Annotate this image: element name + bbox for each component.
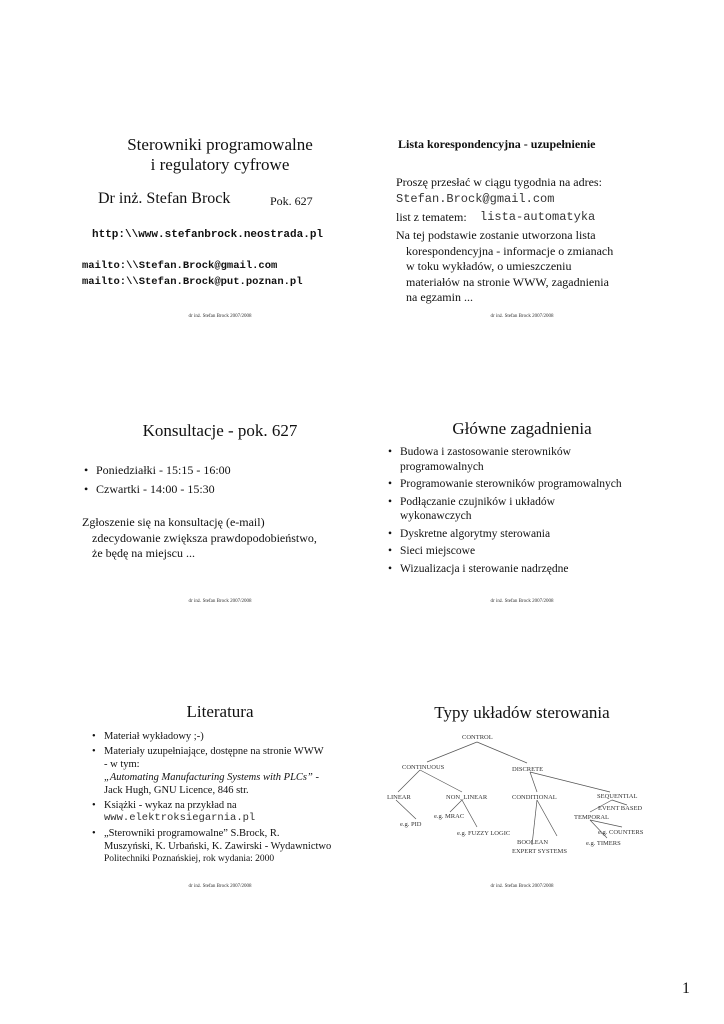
website-link[interactable]: http:\\www.stefanbrock.neostrada.pl: [92, 229, 324, 241]
item-text: • Dyskretne algorytmy sterowania: [400, 527, 551, 540]
list-item: [386, 562, 622, 577]
topics-list: [386, 445, 622, 576]
slide-footer: dr inż. Stefan Brock 2007/2008: [490, 599, 554, 604]
instruction-text: Proszę przesłać w ciągu tygodnia na adres:: [396, 175, 602, 189]
slide-footer: dr inż. Stefan Brock 2007/2008: [490, 884, 554, 889]
note-line: że będę na miejscu ...: [92, 546, 195, 560]
list-item: [90, 827, 331, 866]
slide-footer: dr inż. Stefan Brock 2007/2008: [490, 314, 554, 319]
item-text-cont: programowalnych: [400, 460, 484, 473]
slide-heading: Literatura: [186, 702, 254, 721]
list-item: [386, 445, 622, 474]
list-item: • Poniedziałki - 15:15 - 16:00: [82, 461, 231, 480]
node-linear: LINEAR: [387, 794, 411, 801]
slide-footer: dr inż. Stefan Brock 2007/2008: [188, 599, 252, 604]
email-address: Stefan.Brock@gmail.com: [396, 192, 555, 206]
list-item: [386, 527, 622, 542]
slide-title: [60, 115, 380, 330]
list-item: • Czwartki - 14:00 - 15:30: [82, 480, 231, 499]
node-timers: e.g. TIMERS: [586, 840, 621, 847]
slide-heading: Konsultacje - pok. 627: [142, 421, 298, 440]
slide-heading: Typy układów sterowania: [434, 703, 610, 722]
item-text: - w tym:: [104, 759, 140, 770]
slide-mailing-list: [362, 115, 682, 330]
node-fuzzy: e.g. FUZZY LOGIC: [457, 830, 511, 837]
node-mrac: e.g. MRAC: [434, 813, 465, 820]
list-item: [386, 477, 622, 492]
node-expert: EXPERT SYSTEMS: [512, 848, 567, 855]
subject-label: list z tematem:: [396, 210, 467, 224]
note-line: zdecydowanie zwiększa prawdopodobieństwo,: [92, 530, 317, 545]
item-text: • Programowanie sterowników programowalnych: [400, 478, 622, 490]
item-text: • Książki - wykaz na przykład na: [104, 800, 237, 811]
para-line: w toku wykładów, o umieszczeniu: [406, 259, 572, 273]
title-line-2: i regulatory cyfrowe: [150, 155, 290, 174]
list-item: [386, 544, 622, 559]
slide-title-heading: [60, 135, 380, 175]
item-text: • Podłączanie czujników i układów: [400, 495, 555, 508]
slide-main-topics: [362, 405, 682, 620]
slide-heading: Główne zagadnienia: [452, 419, 592, 438]
slide-literature: [60, 690, 380, 905]
node-discrete: DISCRETE: [512, 766, 544, 773]
item-text: • Materiały uzupełniające, dostępne na stronie WWW: [104, 746, 324, 757]
item-text: • „Sterowniki programowalne” S.Brock, R.: [104, 828, 280, 839]
node-control: CONTROL: [462, 734, 493, 741]
title-line-1: Sterowniki programowalne: [127, 135, 313, 154]
list-item: [90, 745, 331, 797]
room: Pok. 627: [270, 194, 313, 208]
slide-consultations: [60, 405, 380, 620]
list-item: [90, 799, 331, 825]
hours-list: [82, 461, 231, 499]
node-pid: e.g. PID: [400, 821, 422, 828]
node-temporal: TEMPORAL: [574, 814, 610, 821]
list-item: [386, 495, 622, 524]
author: Dr inż. Stefan Brock: [98, 190, 231, 207]
item-text: • Budowa i zastosowanie sterowników: [400, 446, 571, 458]
para-line: materiałów na stronie WWW, zagadnienia: [406, 274, 609, 289]
node-continuous: CONTINUOUS: [402, 764, 445, 771]
item-text: • Wizualizacja i sterowanie nadrzędne: [400, 562, 569, 575]
control-types-tree: [362, 728, 682, 878]
explanation-paragraph: [396, 228, 613, 306]
list-item: [90, 730, 331, 743]
item-text: • Sieci miejscowe: [400, 545, 476, 557]
item-text: Politechniki Poznańskiej, rok wydania: 2000: [104, 854, 275, 864]
node-sequential: SEQUENTIAL: [597, 793, 638, 800]
subject-value: lista-automatyka: [480, 210, 596, 224]
consultation-note: [82, 515, 317, 562]
node-boolean: BOOLEAN: [517, 839, 549, 846]
para-line: Na tej podstawie zostanie utworzona lista: [396, 228, 596, 242]
page-number: 1: [682, 980, 690, 997]
item-text: Jack Hugh, GNU Licence, 846 str.: [104, 785, 249, 796]
item-text: Muszyński, K. Urbański, K. Zawirski - Wydawnictwo: [104, 841, 332, 852]
node-counters: e.g. COUNTERS: [598, 829, 644, 836]
email-link-put[interactable]: mailto:\\Stefan.Brock@put.poznan.pl: [82, 276, 303, 288]
book-title: „Automating Manufacturing Systems with PLCs” -: [104, 772, 319, 783]
slide-heading: Lista korespondencyjna - uzupełnienie: [398, 137, 596, 151]
node-conditional: CONDITIONAL: [512, 794, 557, 801]
slide-footer: dr inż. Stefan Brock 2007/2008: [188, 884, 252, 889]
item-text: • Materiał wykładowy ;-): [104, 731, 204, 742]
slide-footer: dr inż. Stefan Brock 2007/2008: [188, 314, 252, 319]
para-line: korespondencyjna - informacje o zmianach: [406, 243, 614, 258]
para-line: na egzamin ...: [406, 290, 473, 304]
email-link-gmail[interactable]: mailto:\\Stefan.Brock@gmail.com: [82, 260, 278, 272]
item-text-cont: wykonawczych: [400, 510, 472, 522]
slide-control-types: [362, 690, 682, 905]
literature-list: [90, 730, 331, 866]
node-nonlinear: NON_LINEAR: [446, 794, 488, 801]
node-event-based: EVENT BASED: [598, 805, 643, 812]
bookstore-link[interactable]: www.elektroksiegarnia.pl: [104, 812, 256, 824]
note-line: Zgłoszenie się na konsultację (e-mail): [82, 515, 265, 529]
